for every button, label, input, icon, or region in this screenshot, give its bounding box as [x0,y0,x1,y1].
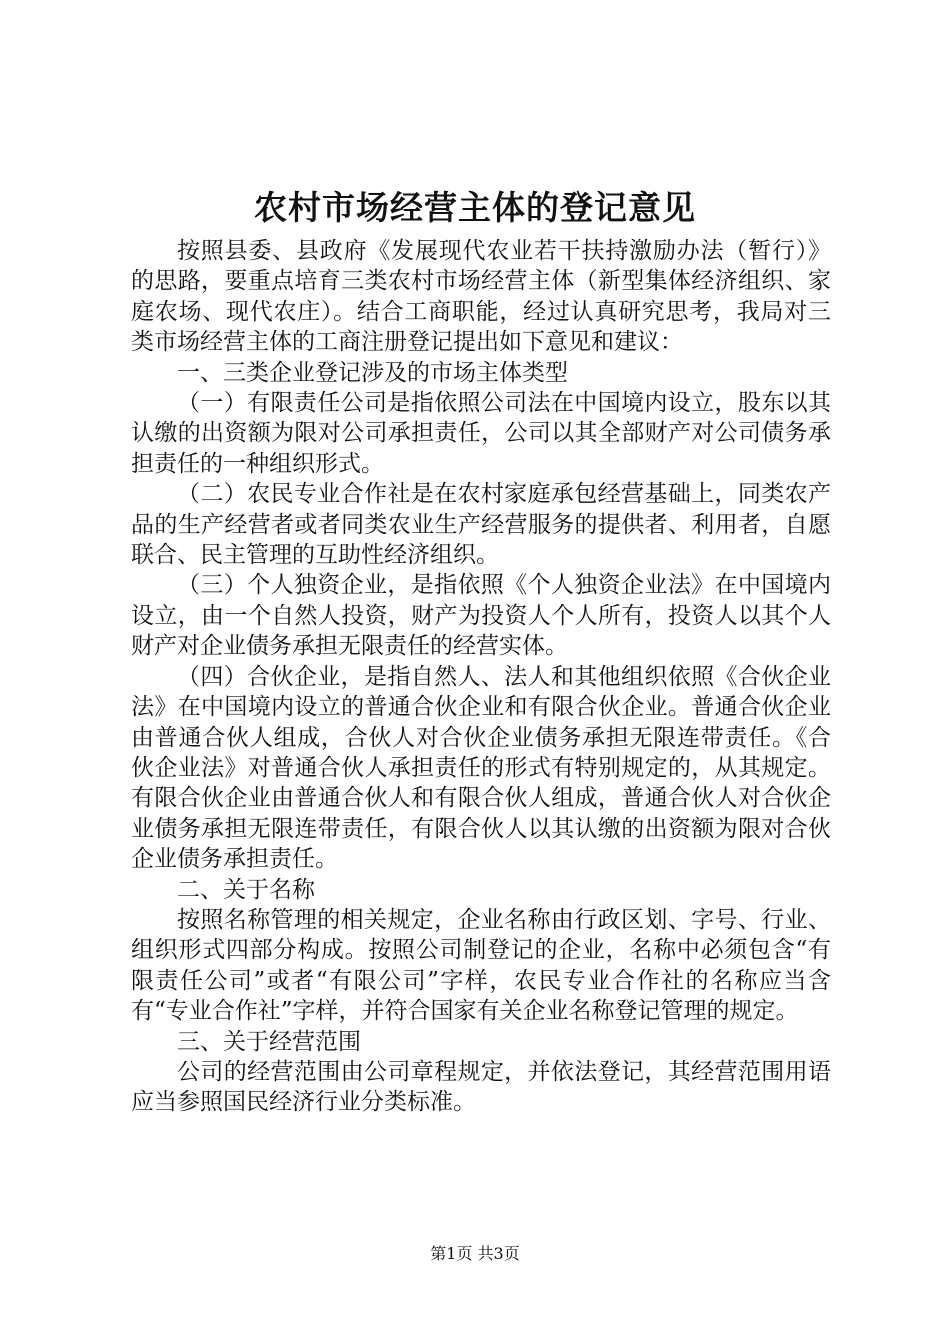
document-body [131,236,831,1118]
document-title: 农村市场经营主体的登记意见 [254,188,696,227]
section-heading-2: 二、关于名称 [177,876,315,903]
section-heading-3: 三、关于经营范围 [177,1028,361,1055]
business-scope-paragraph: 公司的经营范围由公司章程规定，并依法登记，其经营范围用语应当参照国民经济行业分类标准。 [131,1058,831,1116]
page-number-footer: 第1页 共3页 [430,1244,520,1263]
name-rules-paragraph: 按照名称管理的相关规定，企业名称由行政区划、字号、行业、组织形式四部分构成。按照公司制登记的企业，名称中必须包含“有限责任公司”或者“有限公司”字样，农民专业合作社的名称应当含有“专业合作社”字样，并符合国家有关企业名称登记管理的规定。 [131,906,831,1025]
item-paragraph-2: （二）农民专业合作社是在农村家庭承包经营基础上，同类农产品的生产经营者或者同类农业生产经营服务的提供者、利用者，自愿联合、民主管理的互助性经济组织。 [131,481,831,569]
item-paragraph-3: （三）个人独资企业，是指依照《个人独资企业法》在中国境内设立，由一个自然人投资，财产为投资人个人所有，投资人以其个人财产对企业债务承担无限责任的经营实体。 [131,572,831,660]
item-paragraph-4: （四）合伙企业，是指自然人、法人和其他组织依照《合伙企业法》在中国境内设立的普通合伙企业和有限合伙企业。普通合伙企业由普通合伙人组成，合伙人对合伙企业债务承担无限连带责任。《合伙企业法》对普通合伙人承担责任的形式有特别规定的，从其规定。有限合伙企业由普通合伙人和有限合伙人组成，普通合伙人对合伙企业债务承担无限连带责任，有限合伙人以其认缴的出资额为限对合伙企业债务承担责任。 [131,663,831,873]
section-heading-1: 一、三类企业登记涉及的市场主体类型 [177,359,568,386]
intro-paragraph: 按照县委、县政府《发展现代农业若干扶持激励办法（暂行）》的思路，要重点培育三类农村市场经营主体（新型集体经济组织、家庭农场、现代农庄）。结合工商职能，经过认真研究思考，我局对三类市场经营主体的工商注册登记提出如下意见和建议： [131,238,831,356]
item-paragraph-1: （一）有限责任公司是指依照公司法在中国境内设立，股东以其认缴的出资额为限对公司承担责任，公司以其全部财产对公司债务承担责任的一种组织形式。 [131,390,831,477]
